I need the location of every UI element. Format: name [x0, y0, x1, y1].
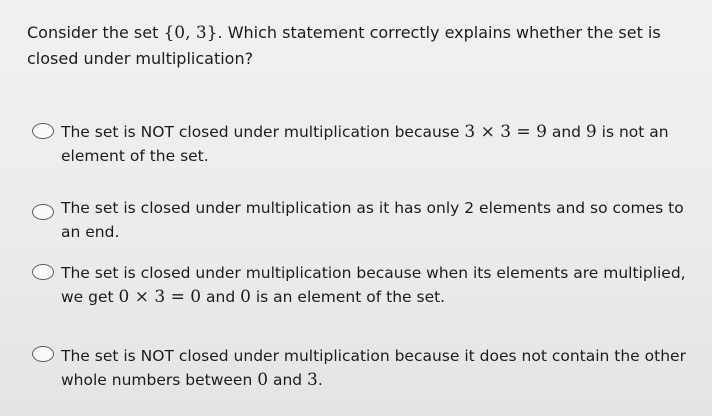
option-3-math-a: 0 × 3 = 0 [118, 287, 202, 307]
set-notation: {0, 3} [163, 23, 218, 43]
option-4-math-a: 0 [257, 370, 269, 390]
option-1-text-a: The set is NOT closed under multiplication because [61, 123, 465, 141]
question-text-start: Consider the set [27, 23, 164, 42]
option-4-text-a: The set is NOT closed under multiplication because it does not contain the other whole numbers between [61, 347, 686, 389]
option-4-text-c: . [317, 371, 323, 389]
radio-button-2[interactable] [32, 204, 54, 220]
option-1-text-c: is not an element of the set. [61, 123, 669, 165]
option-4-text-b: and [268, 371, 308, 389]
option-1-text-b: and [546, 123, 586, 141]
answer-option-4-label [61, 344, 706, 392]
answer-option-1-label [61, 120, 706, 168]
answer-option-2-label: The set is closed under multiplication as it has only 2 elements and so comes to an end. [61, 199, 684, 241]
answer-option-1[interactable] [32, 120, 702, 176]
option-1-math-b: 9 [585, 122, 597, 142]
radio-button-4[interactable] [32, 346, 54, 362]
option-4-math-b: 3 [307, 370, 318, 390]
question-text-end: . Which statement correctly explains whether the set is closed under multiplication? [27, 23, 661, 68]
question-text [27, 20, 692, 72]
radio-button-1[interactable] [32, 123, 54, 139]
answer-option-2[interactable] [32, 196, 702, 252]
option-3-math-b: 0 [240, 287, 251, 307]
answer-option-4[interactable] [32, 344, 702, 400]
option-3-text-a: The set is closed under multiplication because when its elements are multiplied, we get [61, 264, 686, 306]
radio-button-3[interactable] [32, 264, 54, 280]
option-3-text-b: and [201, 288, 241, 306]
answer-option-3-label [61, 261, 706, 309]
option-3-text-c: is an element of the set. [250, 288, 446, 306]
option-1-math-a: 3 × 3 = 9 [464, 122, 547, 142]
answer-option-3[interactable] [32, 261, 702, 317]
